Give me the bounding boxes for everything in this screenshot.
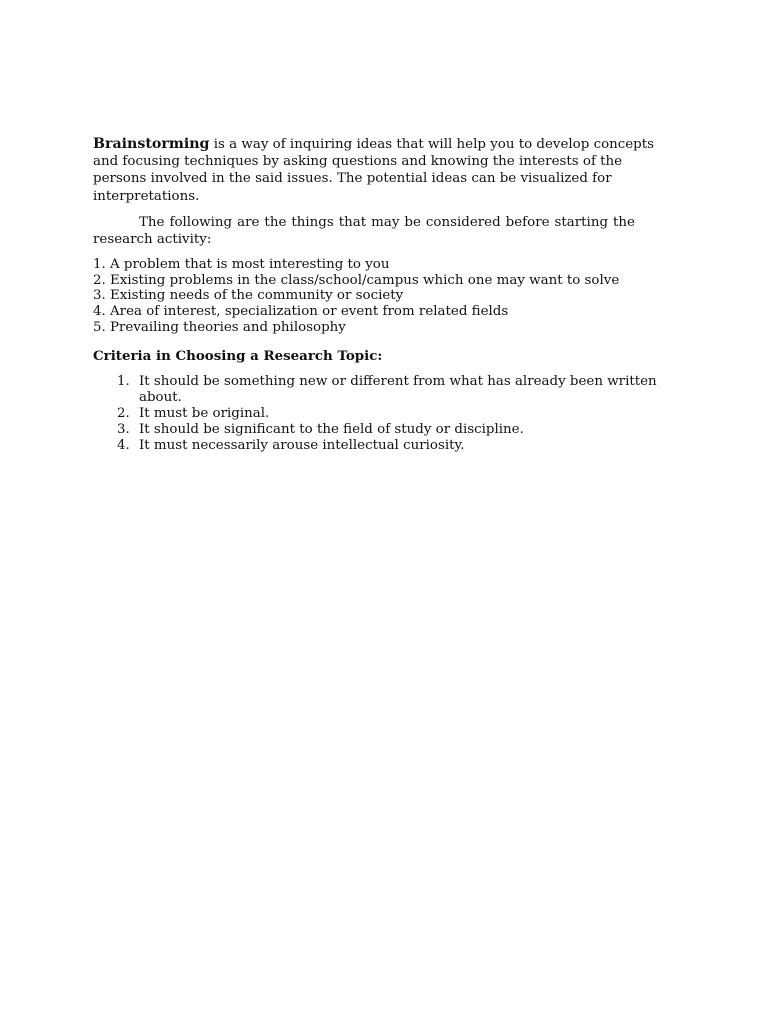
brainstorming-term: Brainstorming — [93, 136, 210, 152]
list-item — [93, 320, 678, 336]
list-item-text: Existing needs of the community or society — [110, 288, 404, 304]
intro-text: is a way of inquiring ideas that will help you to develop concepts and focusing techniques by asking questions and knowing the interests of the persons involved in the said issues. The potential ideas can be visualized for interpretations. — [93, 137, 654, 204]
list-item-text: Existing problems in the class/school/campus which one may want to solve — [110, 272, 620, 288]
considerations-list — [93, 257, 678, 335]
list-item — [93, 304, 678, 320]
criteria-item-number: 4. — [117, 437, 130, 453]
criteria-item-number: 1. — [117, 374, 130, 390]
criteria-item — [117, 406, 678, 422]
criteria-item — [117, 374, 678, 406]
criteria-item — [117, 422, 678, 438]
criteria-item-text: It must necessarily arouse intellectual curiosity. — [139, 437, 465, 453]
list-item — [93, 273, 678, 289]
criteria-heading: Criteria in Choosing a Research Topic: — [93, 348, 383, 365]
criteria-item-number: 2. — [117, 405, 130, 421]
list-item-number: 2. — [93, 272, 106, 288]
document-page — [93, 136, 678, 453]
criteria-item-text: It must be original. — [139, 405, 270, 421]
list-item-number: 1. — [93, 257, 106, 273]
list-item-text: Area of interest, specialization or event from related fields — [110, 304, 509, 319]
list-item — [93, 257, 678, 273]
criteria-item-text: It should be significant to the field of study or discipline. — [139, 421, 524, 437]
criteria-item-number: 3. — [117, 421, 130, 437]
criteria-item-text: It should be something new or different from what has already been written about. — [139, 374, 657, 406]
list-item-text: Prevailing theories and philosophy — [110, 319, 346, 335]
criteria-list — [93, 374, 678, 453]
list-item-number: 3. — [93, 288, 106, 304]
list-item-text: A problem that is most interesting to you — [110, 257, 390, 273]
intro-paragraph — [93, 136, 678, 205]
list-item-number: 5. — [93, 319, 106, 335]
following-paragraph: The following are the things that may be considered before starting the research activity: — [93, 214, 635, 248]
list-item — [93, 288, 678, 304]
list-item-number: 4. — [93, 304, 106, 319]
criteria-item — [117, 438, 678, 454]
